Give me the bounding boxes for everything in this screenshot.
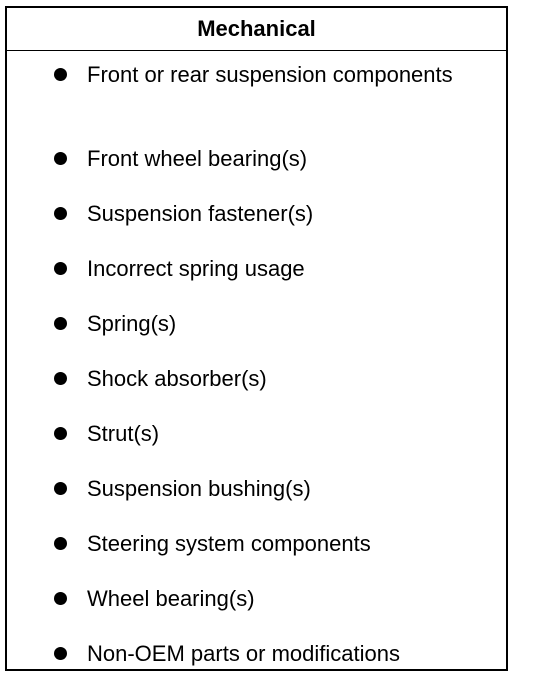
- bullet-icon: [54, 647, 67, 660]
- list-item: [87, 584, 487, 613]
- list-item: [87, 199, 487, 228]
- list-item: [87, 419, 487, 448]
- list-item-label: Non-OEM parts or modifications: [87, 641, 400, 666]
- bullet-icon: [54, 372, 67, 385]
- list-item: [87, 529, 487, 558]
- list-item-label: Front or rear suspension components: [87, 62, 453, 87]
- list-item-label: Suspension fastener(s): [87, 201, 314, 226]
- bullet-icon: [54, 317, 67, 330]
- list-item-label: Front wheel bearing(s): [87, 146, 308, 171]
- list-item: [87, 144, 487, 173]
- bullet-icon: [54, 262, 67, 275]
- list-item-label: Suspension bushing(s): [87, 476, 311, 501]
- list-item: [87, 60, 487, 89]
- table-header: Mechanical: [7, 8, 506, 51]
- bullet-icon: [54, 68, 67, 81]
- bullet-icon: [54, 537, 67, 550]
- bullet-icon: [54, 592, 67, 605]
- list-item: [87, 474, 487, 503]
- bullet-icon: [54, 152, 67, 165]
- list-item: [87, 639, 487, 668]
- list-item-label: Wheel bearing(s): [87, 586, 255, 611]
- list-item: [87, 364, 487, 393]
- list-item-label: Spring(s): [87, 311, 177, 336]
- list-item: [87, 309, 487, 338]
- bullet-icon: [54, 427, 67, 440]
- list-item-label: Shock absorber(s): [87, 366, 267, 391]
- mechanical-table: [5, 6, 508, 671]
- list-item: [87, 254, 487, 283]
- list-item-label: Steering system components: [87, 531, 371, 556]
- bullet-icon: [54, 482, 67, 495]
- list-item-label: Incorrect spring usage: [87, 256, 305, 281]
- list-item-label: Strut(s): [87, 421, 160, 446]
- bullet-icon: [54, 207, 67, 220]
